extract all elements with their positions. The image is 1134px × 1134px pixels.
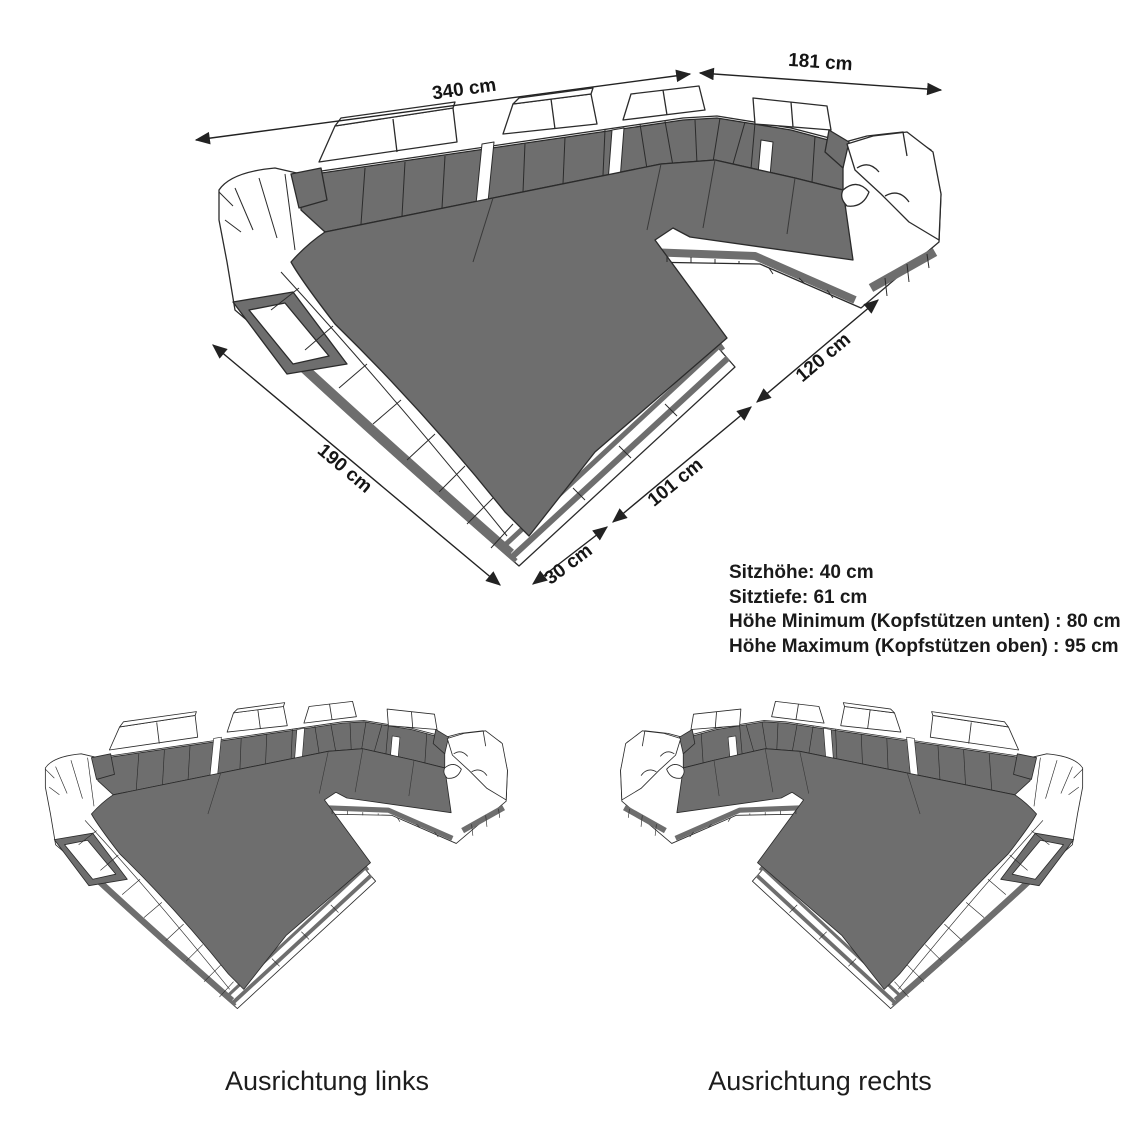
spec-seat-depth: Sitztiefe: 61 cm [729, 586, 868, 608]
variant-label-right: Ausrichtung rechts [708, 1066, 932, 1096]
dim-label-right-depth: 120 cm [792, 329, 855, 387]
sofa-illustration-main [219, 86, 941, 566]
dim-label-chaise-front-width: 30 cm [540, 540, 597, 590]
dim-label-front-width: 101 cm [643, 454, 708, 512]
dim-label-chaise-length: 190 cm [313, 440, 376, 498]
dim-line-right-width [700, 73, 941, 90]
spec-height-min: Höhe Minimum (Kopfstützen unten) : 80 cm [729, 611, 1121, 633]
dim-label-back-width: 340 cm [430, 74, 498, 105]
spec-list [729, 561, 1133, 659]
dim-label-right-width: 181 cm [787, 49, 854, 76]
spec-height-max: Höhe Maximum (Kopfstützen oben) : 95 cm [729, 635, 1119, 657]
spec-seat-height: Sitzhöhe: 40 cm [729, 562, 874, 583]
sofa-illustration-left-variant [45, 701, 507, 1008]
variant-label-left: Ausrichtung links [224, 1066, 430, 1096]
sofa-illustration-right-variant [621, 701, 1083, 1008]
